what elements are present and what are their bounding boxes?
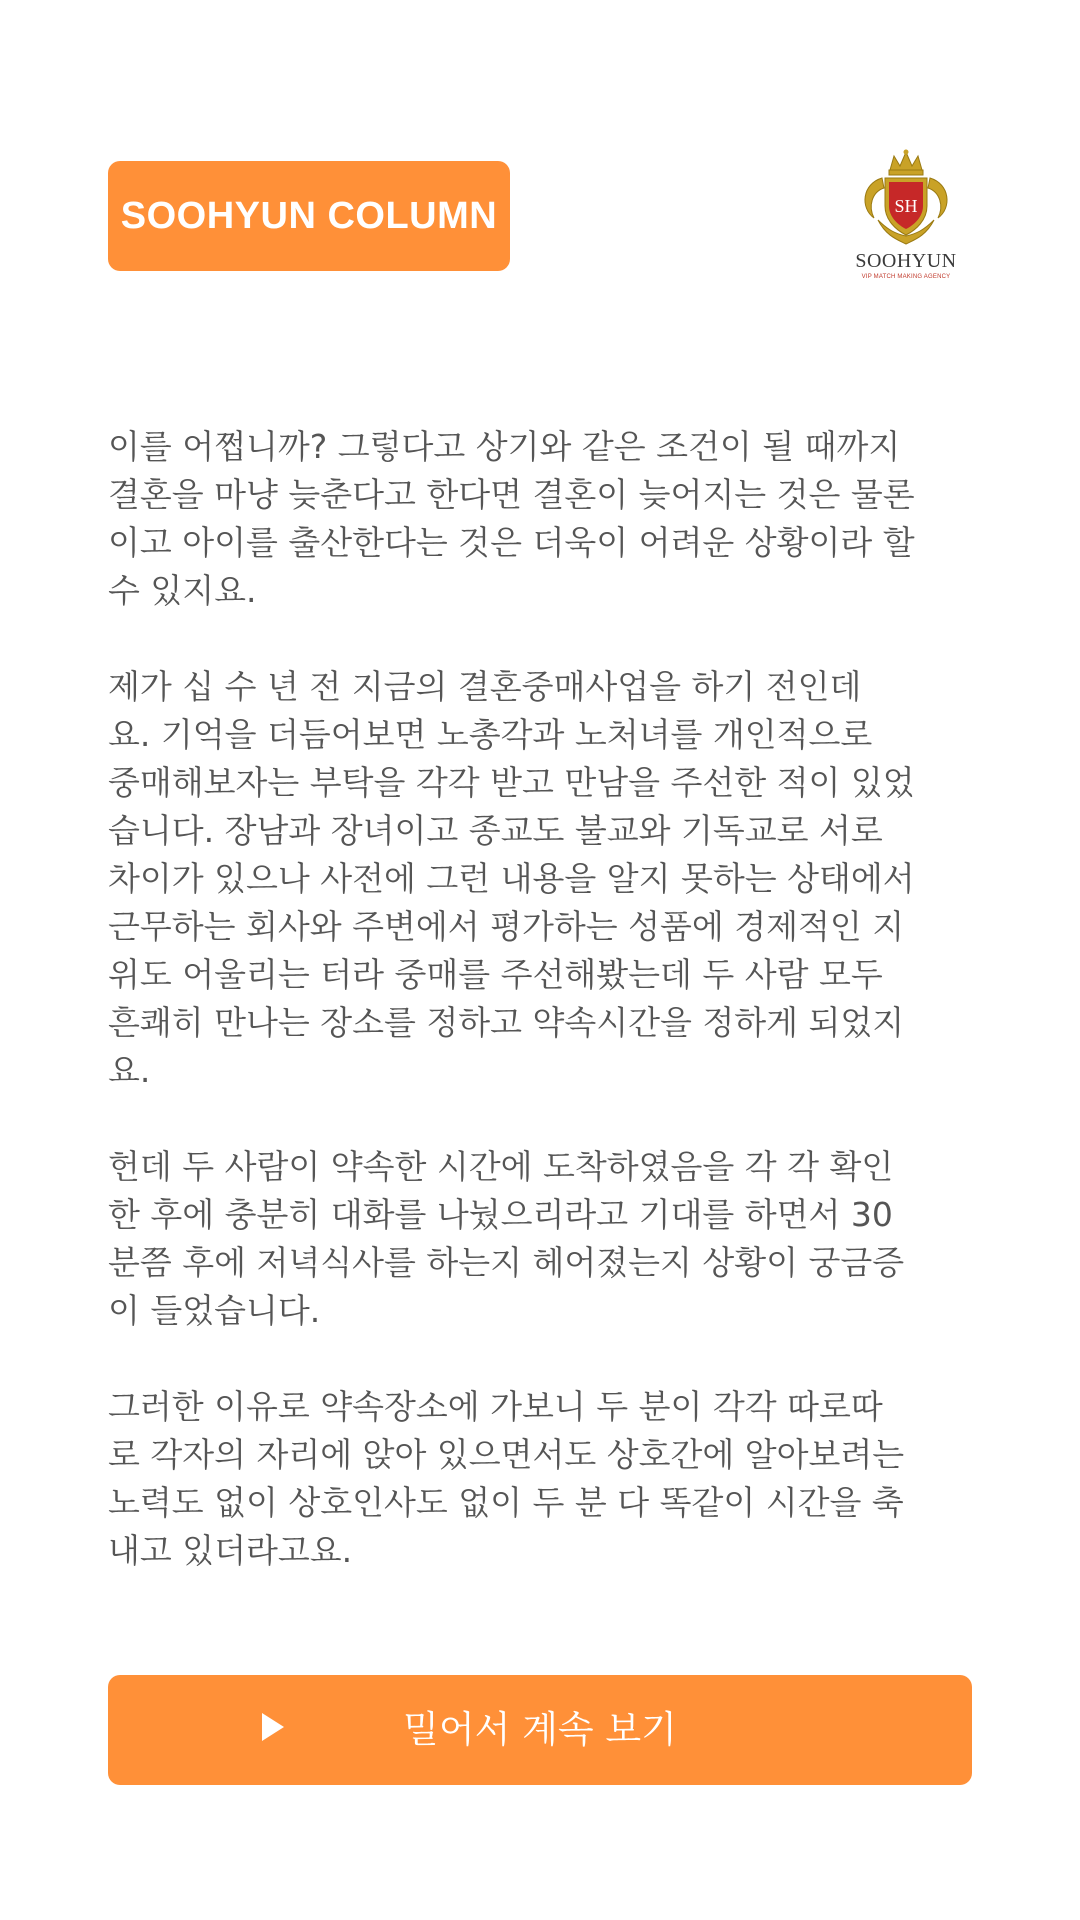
crest-icon xyxy=(852,148,960,248)
article-paragraph: 이를 어쩝니까? 그렇다고 상기와 같은 조건이 될 때까지 결혼을 마냥 늦춘다고 한다면 결혼이 늦어지는 것은 물론 이고 아이를 출산한다는 것은 더욱이 어려운 상황이라 할 수 있지요. xyxy=(108,427,915,610)
logo-name: SOOHYUN xyxy=(855,250,957,272)
continue-reading-button[interactable] xyxy=(108,1675,972,1785)
crest-monogram: SH xyxy=(894,196,918,216)
continue-reading-label: 밀어서 계속 보기 xyxy=(403,1708,677,1751)
column-badge-label: SOOHYUN COLUMN xyxy=(120,194,498,237)
column-badge xyxy=(108,161,510,271)
article-paragraph: 헌데 두 사람이 약속한 시간에 도착하였음을 각 각 확인 한 후에 충분히 대화를 나눴으리라고 기대를 하면서 30 분쯤 후에 저녁식사를 하는지 헤어졌는지 상황이 궁금증 이 들었습니다. xyxy=(108,1147,905,1330)
soohyun-logo xyxy=(852,148,960,288)
article-paragraph: 그러한 이유로 약속장소에 가보니 두 분이 각각 따로따 로 각자의 자리에 앉아 있으면서도 상호간에 알아보려는 노력도 없이 상호인사도 없이 두 분 다 똑같이 시간을 축 내고 있더라고요. xyxy=(108,1387,905,1570)
article-body xyxy=(108,423,974,1623)
logo-tagline: VIP MATCH MAKING AGENCY xyxy=(861,274,951,280)
article-paragraph: 제가 십 수 년 전 지금의 결혼중매사업을 하기 전인데 요. 기억을 더듬어보면 노총각과 노처녀를 개인적으로 중매해보자는 부탁을 각각 받고 만남을 주선한 적이 있었 습니다. 장남과 장녀이고 종교도 불교와 기독교로 서로 차이가 있으나 사전에 그런 내용을 알지 못하는 상태에서 근무하는 회사와 주변에서 평가하는 성품에 경제적인 지 위도 어울리는 터라 중매를 주선해봤는데 두 사람 모두 흔쾌히 만나는 장소를 정하고 약속시간을 정하게 되었지 요. xyxy=(108,667,915,1090)
